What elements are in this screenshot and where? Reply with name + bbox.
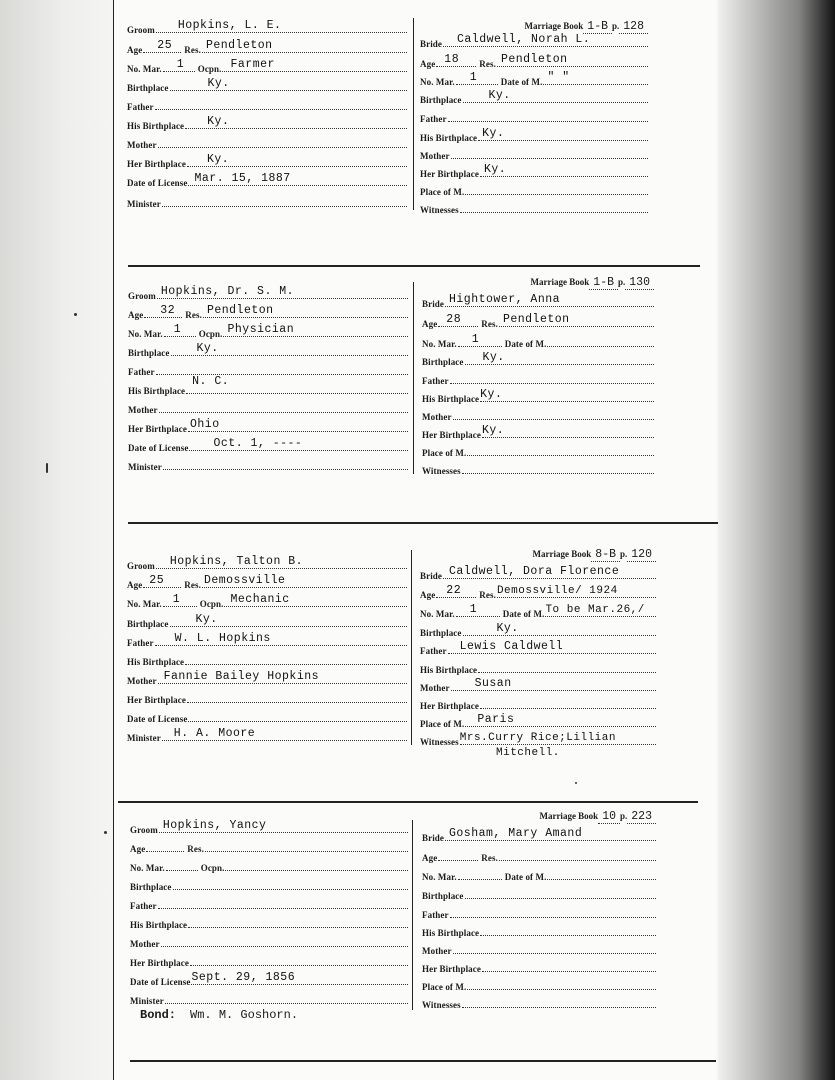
groom-res: Pendleton: [205, 39, 273, 52]
groom-birthplace: Ky.: [195, 613, 218, 626]
bride-res: Pendleton: [502, 313, 570, 326]
right-film-edge: [715, 0, 835, 1080]
bride-res: Demossville/ 1924: [496, 585, 618, 597]
groom-res: Demossville: [203, 574, 286, 587]
groom-ocpn: Farmer: [230, 58, 275, 71]
groom-her-birthplace: Ky.: [206, 153, 230, 166]
marriage-book-page: 130: [625, 276, 654, 290]
groom-ocpn: Physician: [227, 323, 295, 336]
groom-his-birthplace: Ky.: [207, 115, 230, 128]
record-separator: [130, 1060, 716, 1062]
bride-name: Caldwell, Norah L.: [457, 33, 591, 46]
marriage-book: 10: [598, 810, 620, 824]
column-divider: [411, 550, 412, 745]
bride-her-birthplace: Ky.: [483, 163, 507, 176]
groom-label: Groom: [127, 25, 155, 35]
groom-name: Hopkins, Dr. S. M.: [160, 285, 295, 298]
column-divider: [412, 820, 413, 1010]
bride-mother: Susan: [474, 677, 512, 690]
groom-date-of-license: Oct. 1, ----: [213, 437, 303, 450]
groom-date-of-license: Mar. 15, 1887: [194, 172, 291, 185]
bride-birthplace: Ky.: [482, 351, 505, 364]
record-separator: [118, 801, 698, 803]
groom-age: 32: [160, 304, 176, 317]
bond-note: [140, 1008, 298, 1022]
bride-age: 18: [444, 53, 460, 66]
bond-value: Wm. M. Goshorn.: [190, 1008, 299, 1022]
bride-name: Hightower, Anna: [449, 293, 561, 306]
groom-mother: Fannie Bailey Hopkins: [163, 670, 320, 683]
scan-speck: [46, 463, 48, 473]
marriage-book-page: 223: [627, 810, 656, 824]
marriage-book: 1-B: [589, 276, 618, 290]
groom-ocpn: Mechanic: [230, 593, 290, 606]
groom-birthplace: Ky.: [207, 77, 230, 90]
bride-place-of-m: Paris: [477, 713, 515, 726]
bride-age: 28: [446, 313, 462, 326]
groom-name: Hopkins, Yancy: [162, 819, 267, 832]
groom-no-mar: 1: [176, 58, 185, 71]
bride-father: Lewis Caldwell: [459, 640, 564, 653]
record-separator: [128, 265, 700, 267]
marriage-book-page: 128: [619, 20, 648, 34]
bride-no-mar: 1: [469, 71, 478, 84]
scan-speck: [104, 831, 107, 834]
bride-birthplace: Ky.: [496, 622, 519, 635]
scan-speck: [575, 782, 577, 784]
bride-birthplace: Ky.: [488, 89, 511, 102]
bride-date-of-m: " ": [547, 71, 570, 84]
groom-her-birthplace: Ohio: [189, 418, 220, 431]
marriage-book-ref: Marriage Book 1-B p. 128: [525, 20, 648, 34]
left-film-edge: [0, 0, 110, 1080]
groom-age-row: Age 25 Res. Pendleton: [127, 42, 407, 55]
bond-label: Bond:: [140, 1008, 177, 1022]
groom-date-of-license: Sept. 29, 1856: [191, 971, 296, 984]
bride-name: Caldwell, Dora Florence: [449, 565, 620, 578]
bride-name: Gosham, Mary Amand: [449, 827, 583, 840]
record-separator: [128, 522, 718, 524]
groom-name: Hopkins, L. E.: [177, 19, 282, 32]
groom-name-row: [127, 19, 407, 35]
bride-his-birthplace: Ky.: [480, 388, 503, 401]
groom-nomar-row: No. Mar. 1 Ocpn. Farmer: [127, 61, 407, 74]
groom-birthplace: Ky.: [196, 342, 219, 355]
bride-witnesses-continued: Mitchell.: [496, 747, 560, 759]
bride-no-mar: 1: [469, 603, 478, 616]
groom-father: W. L. Hopkins: [174, 632, 271, 645]
groom-age: 25: [149, 574, 165, 587]
bride-witnesses: Mrs.Curry Rice;Lillian: [459, 732, 616, 744]
groom-name: Hopkins, Talton B.: [169, 555, 304, 568]
column-divider: [413, 282, 414, 474]
bride-her-birthplace: Ky.: [481, 424, 505, 437]
bride-date-of-m: To be Mar.26,/: [545, 604, 645, 616]
column-divider: [413, 18, 414, 210]
bride-age: 22: [446, 584, 462, 597]
scan-speck: [74, 313, 77, 316]
groom-no-mar: 1: [173, 323, 182, 336]
marriage-book-page: 120: [627, 548, 656, 562]
bride-his-birthplace: Ky.: [482, 127, 505, 140]
bride-no-mar: 1: [471, 333, 480, 346]
groom-res: Pendleton: [206, 304, 274, 317]
bride-res: Pendleton: [500, 53, 568, 66]
groom-age: 25: [157, 39, 173, 52]
marriage-book: 8-B: [591, 548, 620, 562]
microfilm-page: Groom Hopkins, L. E. Age 25 Res. Pendleton No. Mar. 1 Ocpn. Farmer Birthplace Ky. Father His Birthplace Ky. Mother Her Birthplace Ky. Date of License Mar. 15, 1887 Minister Marriage Book 1-B p. 128 Bride Caldwell, Norah L. Age 18 Res. Pendleton No. Mar. 1 Date of M. " " Birthplace Ky. Father His Birthplace Ky. Mother Her Birthplace Ky. Place of M. Witnesses Groom Hopkins, Dr. S. M. Age 32 Res. Pendleton No. Mar. 1 Ocpn. Physician Birthplace Ky. Father His Birthplace N. C. Mother Her Birthplace Ohio Date of License Oct. 1, ---- Minister Marriage Book 1-B p. 130 Bride Hightower, Anna Age 28 Res. Pendleton No. Mar. 1 Date of M. Birthplace Ky. Father His Birthplace Ky. Mother Her Birthplace Ky. Place of M. Witnesses Groom Hopkins, Talton B. Age 25 Res. Demossville No. Mar. 1 Ocpn. Mechanic Birthplace Ky. Father W. L. Hopkins His Birthplace Mother Fannie Bailey Hopkins Her Birthplace Date of License Minister H. A. Moore Marriage Book 8-B p. 120 Bride Caldwell, Dora Florence Age 22 Res. Demossville/ 1924 No. Mar. 1 Date of M. To be Mar.26,/ Birthplace Ky. Father Lewis Caldwell His Birthplace Mother Susan Her Birthplace Place of M. Paris Witnesses Mrs.Curry Rice;Lillian Mitchell. Groom Hopkins, Yancy Age Res. No. Mar. Ocpn. Birthplace Father His Birthplace Mother Her Birthplace Date of License Sept. 29, 1856 Minister Marriage Book 10 p. 223 Bride Gosham, Mary Amand Age Res. No. Mar. Date of M. Birthplace Father His Birthplace Mother Her Birthplace Place of M. Witnesses Bond: Wm. M. Goshorn.: [0, 0, 835, 1080]
marriage-book: 1-B: [583, 20, 612, 34]
groom-minister: H. A. Moore: [173, 727, 256, 740]
groom-his-birthplace: N. C.: [192, 375, 230, 388]
groom-no-mar: 1: [172, 593, 181, 606]
